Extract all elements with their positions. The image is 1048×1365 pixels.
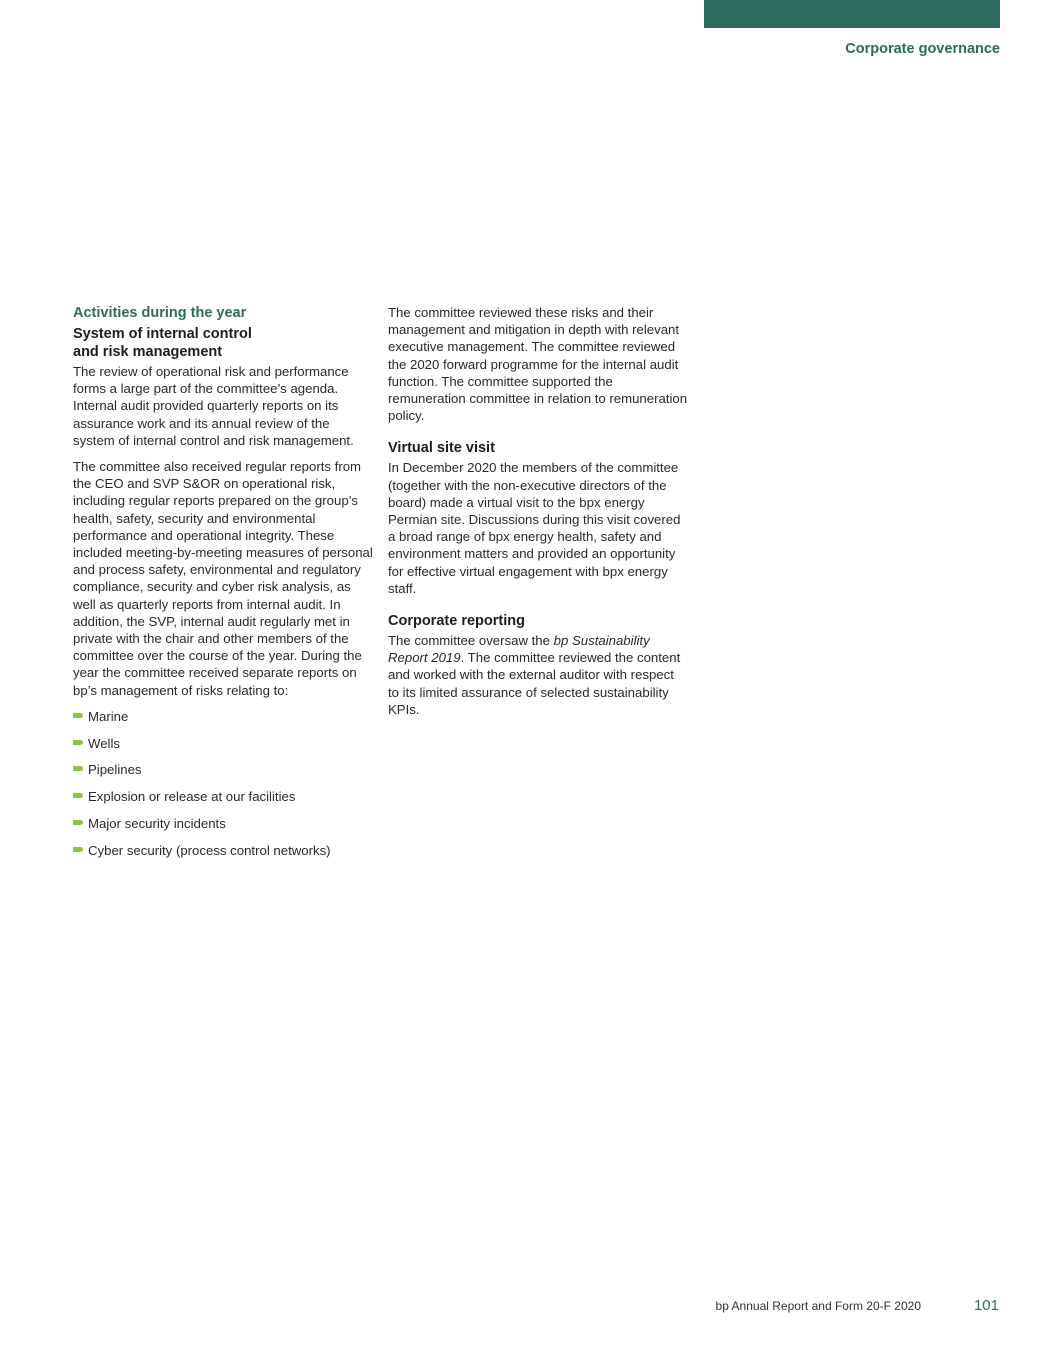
bullet-icon: [73, 793, 83, 798]
list-item: [73, 708, 373, 735]
bullet-icon: [73, 847, 83, 852]
right-column: [388, 304, 688, 727]
paragraph-text: . The committee reviewed the content and worked with the external auditor with respect to its limited assurance of selected sustainability KPIs.: [388, 650, 681, 717]
subhead: [73, 325, 373, 361]
subhead-line-2: and risk management: [73, 344, 223, 360]
list-item: [73, 788, 373, 815]
risk-list: [73, 708, 373, 869]
list-item-label: Wells: [88, 735, 120, 751]
list-item: [73, 815, 373, 842]
list-item-label: Cyber security (process control networks): [88, 842, 331, 858]
paragraph: The committee also received regular reports from the CEO and SVP S&OR on operational risk, including regular reports prepared on the group’s health, safety, security and environmental performance and operational integrity. These included meeting-by-meeting measures of personal and process safety, environmental and regulatory compliance, security and cyber risk analysis, as well as quarterly reports from internal audit. In addition, the SVP, internal audit regularly met in private with the chair and other members of the committee over the course of the year. During the year the committee received separate reports on bp’s management of risks relating to:: [73, 459, 373, 698]
report-title: bp Sustainability Report 2019: [388, 633, 650, 666]
paragraph: The review of operational risk and performance forms a large part of the committee’s agenda. Internal audit provided quarterly reports on its assurance work and its annual review of the system of internal control and risk management.: [73, 364, 354, 448]
footer-text: bp Annual Report and Form 20-F 2020: [715, 1299, 921, 1313]
bullet-icon: [73, 713, 83, 718]
paragraph: The committee reviewed these risks and their management and mitigation in depth with relevant executive management. The committee reviewed the 2020 forward programme for the internal audit function. The committee supported the remuneration committee in relation to remuneration policy.: [388, 305, 688, 424]
paragraph-text: The committee oversaw the: [388, 633, 554, 649]
list-item: [73, 735, 373, 762]
corporate-reporting-heading: Corporate reporting: [388, 613, 525, 630]
section-kicker: Activities during the year: [73, 305, 247, 321]
subhead-line-1: System of internal control: [73, 326, 252, 342]
bullet-icon: [73, 820, 83, 825]
list-item: [73, 842, 373, 869]
left-column: [73, 304, 373, 869]
list-item-label: Major security incidents: [88, 816, 226, 832]
paragraph: [388, 632, 688, 718]
bullet-icon: [73, 740, 83, 745]
virtual-site-visit-heading: Virtual site visit: [388, 440, 495, 457]
bullet-icon: [73, 766, 83, 771]
paragraph: In December 2020 the members of the committee (together with the non-executive directors of the board) made a virtual visit to the bpx energy Permian site. Discussions during this visit covered a broad range of bpx energy health, safety and environment matters and provided an opportunity for effective virtual engagement with bpx energy staff.: [388, 460, 681, 596]
list-item-label: Pipelines: [88, 762, 142, 778]
section-label: Corporate governance: [845, 41, 1000, 57]
header-bar: [704, 0, 1000, 28]
list-item: [73, 761, 373, 788]
list-item-label: Explosion or release at our facilities: [88, 789, 296, 805]
page-number: 101: [973, 1297, 999, 1314]
list-item-label: Marine: [88, 708, 129, 724]
